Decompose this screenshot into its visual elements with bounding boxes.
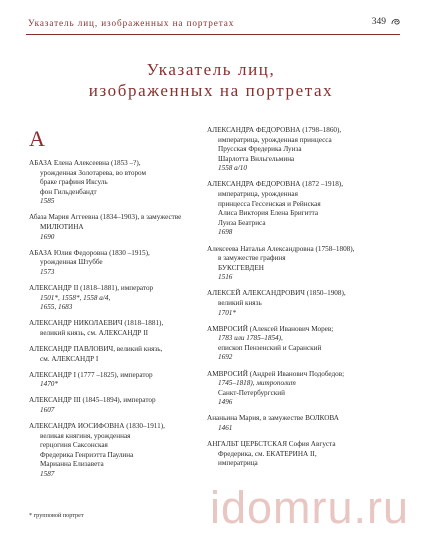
entry-name: АМВРОСИЙ (Андрей Иванович Подобедов; <box>207 369 345 378</box>
index-entry <box>29 422 214 480</box>
entry-detail: Фредерика, см. ЕКАТЕРИНА II, <box>218 449 317 458</box>
entry-catalog-numbers: 1470* <box>40 380 58 389</box>
index-column-right <box>207 126 402 475</box>
index-entry <box>29 249 214 278</box>
entry-detail: МИЛЮТИНА <box>40 223 84 232</box>
entry-name: Абаза Мария Аггеевна (1834–1903), в замужестве <box>29 213 182 222</box>
entry-detail: Прусская Фредерика Луиза <box>218 145 302 154</box>
entry-detail: принцесса Гессенская и Рейнская <box>218 199 321 208</box>
entry-catalog-numbers: 1558 а/10 <box>218 164 247 173</box>
running-header-title: Указатель лиц, изображенных на портретах <box>28 18 235 28</box>
entry-name: АЛЕКСАНДР НИКОЛАЕВИЧ (1818–1881), <box>29 319 164 328</box>
entry-name: АЛЕКСАНДРА ФЕДОРОВНА (1872 –1918), <box>207 180 343 189</box>
entry-name: АБАЗА Елена Алексеевна (1853 –?), <box>29 159 141 167</box>
watermark: idomru.ru <box>210 482 410 533</box>
entry-name: АЛЕКСАНДР ПАВЛОВИЧ, великий князь, <box>29 345 163 353</box>
index-entry <box>207 126 402 174</box>
index-entry <box>29 345 214 364</box>
footnote: * групповой портрет <box>29 512 84 519</box>
entry-detail: Санкт-Петербургский <box>218 388 285 397</box>
entry-detail: герцогиня Саксонская <box>40 441 108 450</box>
index-entry <box>207 180 402 238</box>
entry-name: Ананьина Мария, в замужестве ВОЛКОВА <box>207 414 339 423</box>
entry-catalog-numbers: 1701* <box>218 308 236 317</box>
entry-name: АМВРОСИЙ (Алексей Иванович Морев; <box>207 324 334 333</box>
index-entry <box>207 370 402 408</box>
entry-detail: императрица, урожденная <box>218 190 298 199</box>
entry-detail: епископ Пензенский и Саранский <box>218 343 322 352</box>
page-number: 349 <box>371 17 386 27</box>
entry-detail: БУКСГЕВДЕН <box>218 263 264 272</box>
index-entry <box>29 396 214 415</box>
index-entry <box>29 371 214 390</box>
entry-detail: Шарлотта Вильгельмина <box>218 154 295 163</box>
entry-detail: в замужестве графиня <box>218 254 286 263</box>
entry-catalog-numbers: 1655, 1683 <box>40 303 73 312</box>
index-column-left <box>29 159 214 486</box>
entry-catalog-numbers: 1516 <box>218 273 233 282</box>
entry-detail: великий князь, см. АЛЕКСАНДР II <box>40 328 149 337</box>
entry-name: АЛЕКСАНДРА ИОСИФОВНА (1830–1911), <box>29 422 165 431</box>
flourish-icon <box>390 16 402 28</box>
entry-name: АНГАЛЬТ ЦЕРБСТСКАЯ София Августа <box>207 440 336 449</box>
entry-catalog-numbers: 1501*, 1558*, 1558 а/4, <box>40 293 111 302</box>
index-entry <box>29 284 214 313</box>
entry-detail: великий князь <box>218 299 262 307</box>
index-entry <box>207 440 402 469</box>
index-entry <box>207 325 402 363</box>
entry-catalog-numbers: 1607 <box>40 405 55 414</box>
entry-catalog-numbers: 1585 <box>40 197 55 206</box>
entry-catalog-numbers: 1461 <box>218 424 233 433</box>
entry-catalog-numbers: 1698 <box>218 228 233 237</box>
entry-detail: императрица, урожденная принцесса <box>218 135 332 144</box>
index-entry <box>207 245 402 283</box>
index-entry <box>29 319 214 338</box>
entry-detail: императрица <box>218 459 258 468</box>
entry-name: АЛЕКСАНДР II (1818–1881), император <box>29 284 154 293</box>
index-entry <box>29 213 214 242</box>
index-entry <box>207 289 402 318</box>
running-header <box>26 16 400 35</box>
entry-catalog-numbers: 1690 <box>40 232 55 241</box>
entry-name: АЛЕКСАНДРА ФЕДОРОВНА (1798–1860), <box>207 126 342 134</box>
entry-name: Алексеева Наталья Александровна (1758–1808), <box>207 244 355 253</box>
entry-detail: великая княгиня, урожденная <box>40 431 131 440</box>
entry-detail: Фредерика Генриэтта Паулина <box>40 450 134 459</box>
entry-name: АЛЕКСАНДР I (1777 –1825), император <box>29 370 153 379</box>
index-entry <box>29 159 214 207</box>
index-entry <box>207 414 402 433</box>
entry-detail: браке графиня Иксуль <box>40 178 108 187</box>
page-title-line-2: изображенных на портретах <box>88 81 334 100</box>
entry-detail: урожденная Штуббе <box>40 258 103 267</box>
entry-catalog-numbers: 1573 <box>40 267 55 276</box>
entry-catalog-numbers: 1745–1818), митрополит <box>218 379 296 388</box>
entry-detail: Луиза Беатриса <box>218 218 266 227</box>
entry-catalog-numbers: 1692 <box>218 353 233 362</box>
entry-detail: урожденная Золотарева, во втором <box>40 168 147 177</box>
entry-detail: фон Гильденбандт <box>40 187 97 196</box>
entry-catalog-numbers: 1496 <box>218 398 233 407</box>
entry-catalog-numbers: 1783 или 1785–1854), <box>218 334 283 343</box>
section-letter: А <box>29 126 45 151</box>
entry-detail: Алиса Виктория Елена Бригитта <box>218 209 319 218</box>
page-title-line-1: Указатель лиц, <box>146 60 276 79</box>
entry-name: АЛЕКСЕЙ АЛЕКСАНДРОВИЧ (1850–1908), <box>207 289 346 298</box>
entry-name: АЛЕКСАНДР III (1845–1894), император <box>29 396 156 405</box>
entry-detail: Марианна Елизавета <box>40 460 104 469</box>
entry-detail: см. АЛЕКСАНДР I <box>40 354 99 363</box>
entry-name: АБАЗА Юлия Федоровна (1830 –1915), <box>29 248 150 257</box>
entry-catalog-numbers: 1587 <box>40 470 55 479</box>
